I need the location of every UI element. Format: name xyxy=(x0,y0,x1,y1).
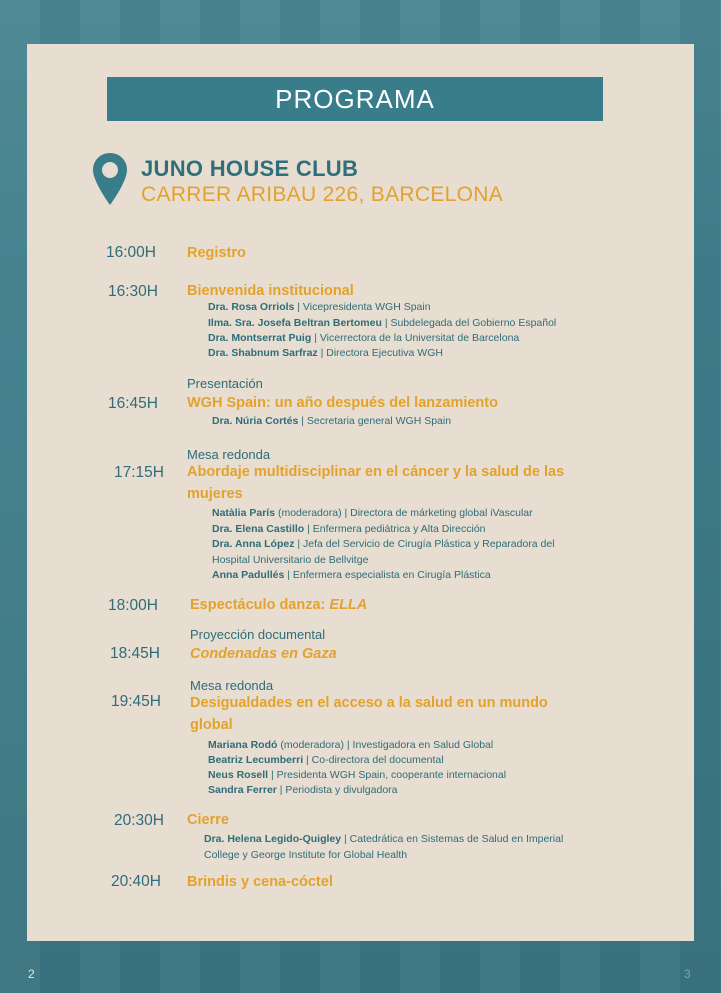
session-title: Condenadas en Gaza xyxy=(190,646,337,662)
speaker-line: Beatriz Lecumberri | Co-directora del documental xyxy=(208,754,444,766)
speaker-line: Hospital Universitario de Bellvitge xyxy=(212,554,369,566)
time-label: 18:00H xyxy=(108,597,158,614)
speaker-line: Dra. Anna López | Jefa del Servicio de Cirugía Plástica y Reparadora del xyxy=(212,538,555,550)
session-title: Desigualdades en el acceso a la salud en un mundo xyxy=(190,695,548,711)
speaker-line: Dra. Shabnum Sarfraz | Directora Ejecutiva WGH xyxy=(208,347,443,359)
time-label: 17:15H xyxy=(114,464,164,481)
session-title-continued: global xyxy=(190,717,233,733)
page-number-right: 3 xyxy=(684,967,691,981)
venue-name: JUNO HOUSE CLUB xyxy=(141,156,359,181)
session-title: Registro xyxy=(187,245,246,261)
speaker-line: Dra. Núria Cortés | Secretaria general WGH Spain xyxy=(212,415,452,427)
session-title: Cierre xyxy=(187,812,229,828)
time-label: 16:00H xyxy=(106,244,156,261)
session-title: WGH Spain: un año después del lanzamiento xyxy=(187,395,498,411)
session-type: Proyección documental xyxy=(190,627,326,642)
program-banner xyxy=(107,77,603,121)
speaker-line: Dra. Montserrat Puig | Vicerrectora de la Universitat de Barcelona xyxy=(208,332,520,344)
page-title: PROGRAMA xyxy=(275,83,435,114)
page-number-left: 2 xyxy=(28,967,35,981)
time-label: 18:45H xyxy=(110,645,160,662)
speaker-line: Dra. Rosa Orriols | Vicepresidenta WGH Spain xyxy=(208,301,431,313)
speaker-line: Dra. Helena Legido-Quigley | Catedrática en Sistemas de Salud en Imperial xyxy=(204,833,564,845)
time-label: 16:45H xyxy=(108,395,158,412)
location-pin-icon xyxy=(91,151,129,207)
speaker-line: Neus Rosell | Presidenta WGH Spain, cooperante internacional xyxy=(208,769,507,781)
time-label: 20:30H xyxy=(114,812,164,829)
speaker-line: Mariana Rodó (moderadora) | Investigadora en Salud Global xyxy=(208,739,494,751)
speaker-line: Sandra Ferrer | Periodista y divulgadora xyxy=(208,784,398,796)
time-label: 19:45H xyxy=(111,693,161,710)
time-label: 20:40H xyxy=(111,873,161,890)
speaker-line: Dra. Elena Castillo | Enfermera pediátrica y Alta Dirección xyxy=(212,523,486,535)
session-title: Brindis y cena-cóctel xyxy=(187,874,333,890)
session-type: Presentación xyxy=(187,376,263,391)
venue-address: CARRER ARIBAU 226, BARCELONA xyxy=(141,183,504,206)
speaker-line: Anna Padullés | Enfermera especialista en Cirugía Plástica xyxy=(212,569,491,581)
speaker-line: Natàlia París (moderadora) | Directora de márketing global iVascular xyxy=(212,507,533,519)
time-label: 16:30H xyxy=(108,283,158,300)
session-type: Mesa redonda xyxy=(190,678,274,693)
session-title: Espectáculo danza: ELLA xyxy=(190,597,368,613)
session-title: Bienvenida institucional xyxy=(187,283,354,299)
session-title: Abordaje multidisciplinar en el cáncer y la salud de las xyxy=(187,464,565,480)
speaker-line: Ilma. Sra. Josefa Beltran Bertomeu | Subdelegada del Gobierno Español xyxy=(208,317,557,329)
session-type: Mesa redonda xyxy=(187,447,271,462)
speaker-line: College y George Institute for Global Health xyxy=(204,849,408,861)
session-title-continued: mujeres xyxy=(187,486,243,502)
